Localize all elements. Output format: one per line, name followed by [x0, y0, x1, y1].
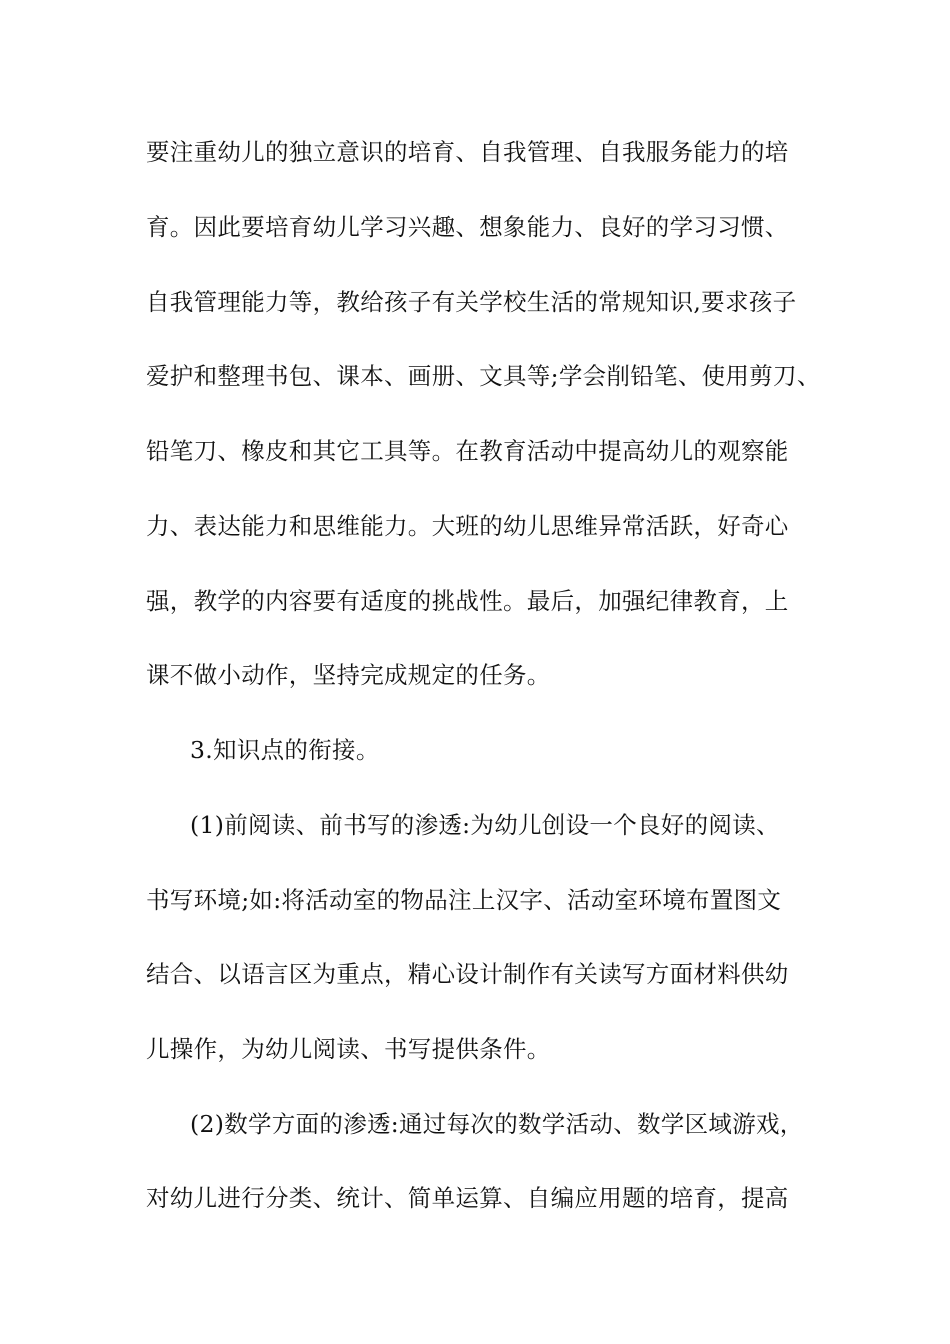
paragraph-line: 力、表达能力和思维能力。大班的幼儿思维异常活跃，好奇心: [146, 512, 789, 540]
paragraph-line: (1)前阅读、前书写的渗透:为幼儿创设一个良好的阅读、: [190, 811, 780, 839]
paragraph-line: 育。因此要培育幼儿学习兴趣、想象能力、良好的学习习惯、: [146, 213, 789, 241]
paragraph-line: 儿操作，为幼儿阅读、书写提供条件。: [146, 1035, 551, 1063]
paragraph-line: 自我管理能力等，教给孩子有关学校生活的常规知识,要求孩子: [146, 288, 797, 316]
section-heading: 3.知识点的衔接。: [190, 736, 380, 764]
paragraph-line: 结合、以语言区为重点，精心设计制作有关读写方面材料供幼: [146, 960, 789, 988]
paragraph-line: 书写环境;如:将活动室的物品注上汉字、活动室环境布置图文: [146, 886, 782, 914]
paragraph-line: (2)数学方面的渗透:通过每次的数学活动、数学区域游戏，: [190, 1110, 804, 1138]
paragraph-line: 爱护和整理书包、课本、画册、文具等;学会削铅笔、使用剪刀、: [146, 362, 821, 390]
paragraph-line: 对幼儿进行分类、统计、简单运算、自编应用题的培育，提高: [146, 1184, 789, 1212]
paragraph-line: 课不做小动作，坚持完成规定的任务。: [146, 661, 551, 689]
paragraph-line: 铅笔刀、橡皮和其它工具等。在教育活动中提高幼儿的观察能: [146, 437, 789, 465]
paragraph-line: 强，教学的内容要有适度的挑战性。最后，加强纪律教育，上: [146, 587, 789, 615]
paragraph-line: 要注重幼儿的独立意识的培育、自我管理、自我服务能力的培: [146, 138, 789, 166]
